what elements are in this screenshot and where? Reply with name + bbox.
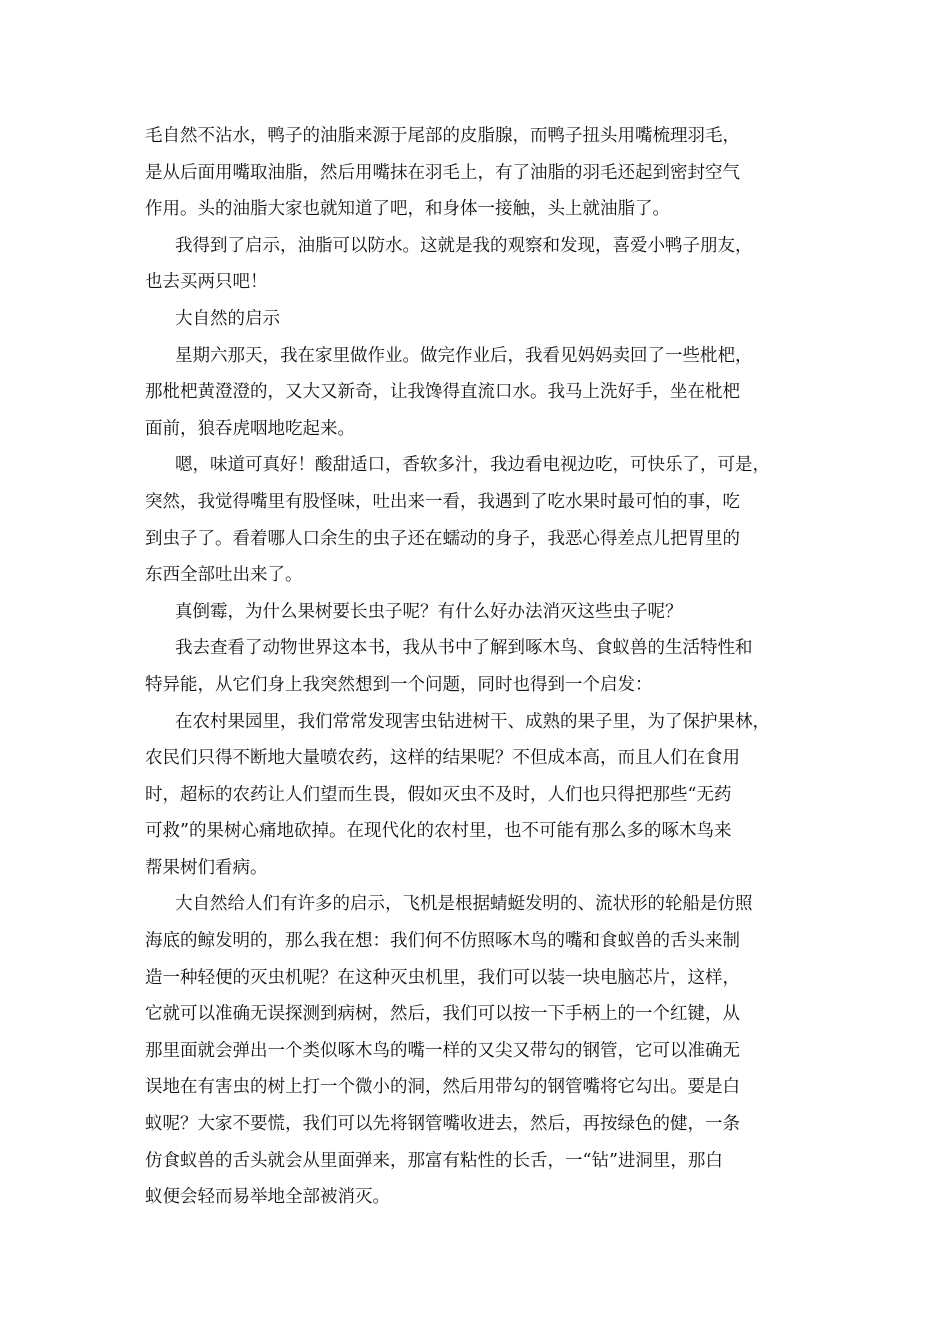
paragraph-line: 蚁呢？大家不要慌，我们可以先将钢管嘴收进去，然后，再按绿色的健，一条 xyxy=(145,1114,740,1135)
document-body xyxy=(145,118,810,1216)
paragraph-first-line: 在农村果园里，我们常常发现害虫钻进树干、成熟的果子里，为了保护果林， xyxy=(175,711,770,732)
paragraph-line: 海底的鲸发明的，那么我在想：我们何不仿照啄木鸟的嘴和食蚁兽的舌头来制 xyxy=(145,931,740,952)
paragraph-line: 可救”的果树心痛地砍掉。在现代化的农村里，也不可能有那么多的啄木鸟来 xyxy=(145,821,732,842)
paragraph-first-line: 大自然给人们有许多的启示，飞机是根据蜻蜓发明的、流状形的轮船是仿照 xyxy=(175,894,753,915)
paragraph-line: 农民们只得不断地大量喷农药，这样的结果呢？不但成本高，而且人们在食用 xyxy=(145,748,740,769)
paragraph-line: 是从后面用嘴取油脂，然后用嘴抹在羽毛上，有了油脂的羽毛还起到密封空气 xyxy=(145,162,740,183)
paragraph-line: 造一种轻便的灭虫机呢？在这种灭虫机里，我们可以装一块电脑芯片，这样， xyxy=(145,967,740,988)
paragraph-line: 也去买两只吧！ xyxy=(145,272,268,293)
paragraph-first-line: 真倒霉，为什么果树要长虫子呢？有什么好办法消灭这些虫子呢？ xyxy=(175,601,683,622)
paragraph-line: 仿食蚁兽的舌头就会从里面弹来，那富有粘性的长舌，一“钻”进洞里，那白 xyxy=(145,1150,723,1171)
paragraph-line: 东西全部吐出来了。 xyxy=(145,565,303,586)
paragraph-first-line: 大自然的启示 xyxy=(175,308,280,329)
paragraph-line: 毛自然不沾水，鸭子的油脂来源于尾部的皮脂腺，而鸭子扭头用嘴梳理羽毛， xyxy=(145,126,740,146)
paragraph-line: 突然，我觉得嘴里有股怪味，吐出来一看，我遇到了吃水果时最可怕的事，吃 xyxy=(145,491,740,512)
paragraph-line: 误地在有害虫的树上打一个微小的洞，然后用带勾的钢管嘴将它勾出。要是白 xyxy=(145,1077,740,1098)
paragraph-line: 特异能，从它们身上我突然想到一个问题，同时也得到一个启发： xyxy=(145,674,653,695)
paragraph-first-line: 我得到了启示，油脂可以防水。这就是我的观察和发现，喜爱小鸭子朋友， xyxy=(175,235,753,256)
paragraph-line: 作用。头的油脂大家也就知道了吧，和身体一接触，头上就油脂了。 xyxy=(145,199,670,220)
paragraph-line: 它就可以准确无误探测到病树，然后，我们可以按一下手柄上的一个红键，从 xyxy=(145,1004,740,1025)
paragraph-line: 时，超标的农药让人们望而生畏，假如灭虫不及时，人们也只得把那些“无药 xyxy=(145,784,732,805)
paragraph-line: 那里面就会弹出一个类似啄木鸟的嘴一样的又尖又带勾的钢管，它可以准确无 xyxy=(145,1040,740,1061)
paragraph-line: 那枇杷黄澄澄的，又大又新奇，让我馋得直流口水。我马上洗好手，坐在枇杷 xyxy=(145,382,740,403)
paragraph-line: 面前，狼吞虎咽地吃起来。 xyxy=(145,418,355,439)
paragraph-first-line: 星期六那天，我在家里做作业。做完作业后，我看见妈妈卖回了一些枇杷， xyxy=(175,345,753,366)
paragraph-line: 到虫子了。看着哪人口余生的虫子还在蠕动的身子，我恶心得差点儿把胃里的 xyxy=(145,528,740,549)
paragraph-first-line: 我去查看了动物世界这本书，我从书中了解到啄木鸟、食蚁兽的生活特性和 xyxy=(175,638,753,659)
paragraph-line: 蚁便会轻而易举地全部被消灭。 xyxy=(145,1187,390,1208)
paragraph-line: 帮果树们看病。 xyxy=(145,857,268,878)
paragraph-first-line: 嗯，味道可真好！酸甜适口，香软多汁，我边看电视边吃，可快乐了，可是， xyxy=(175,455,770,476)
